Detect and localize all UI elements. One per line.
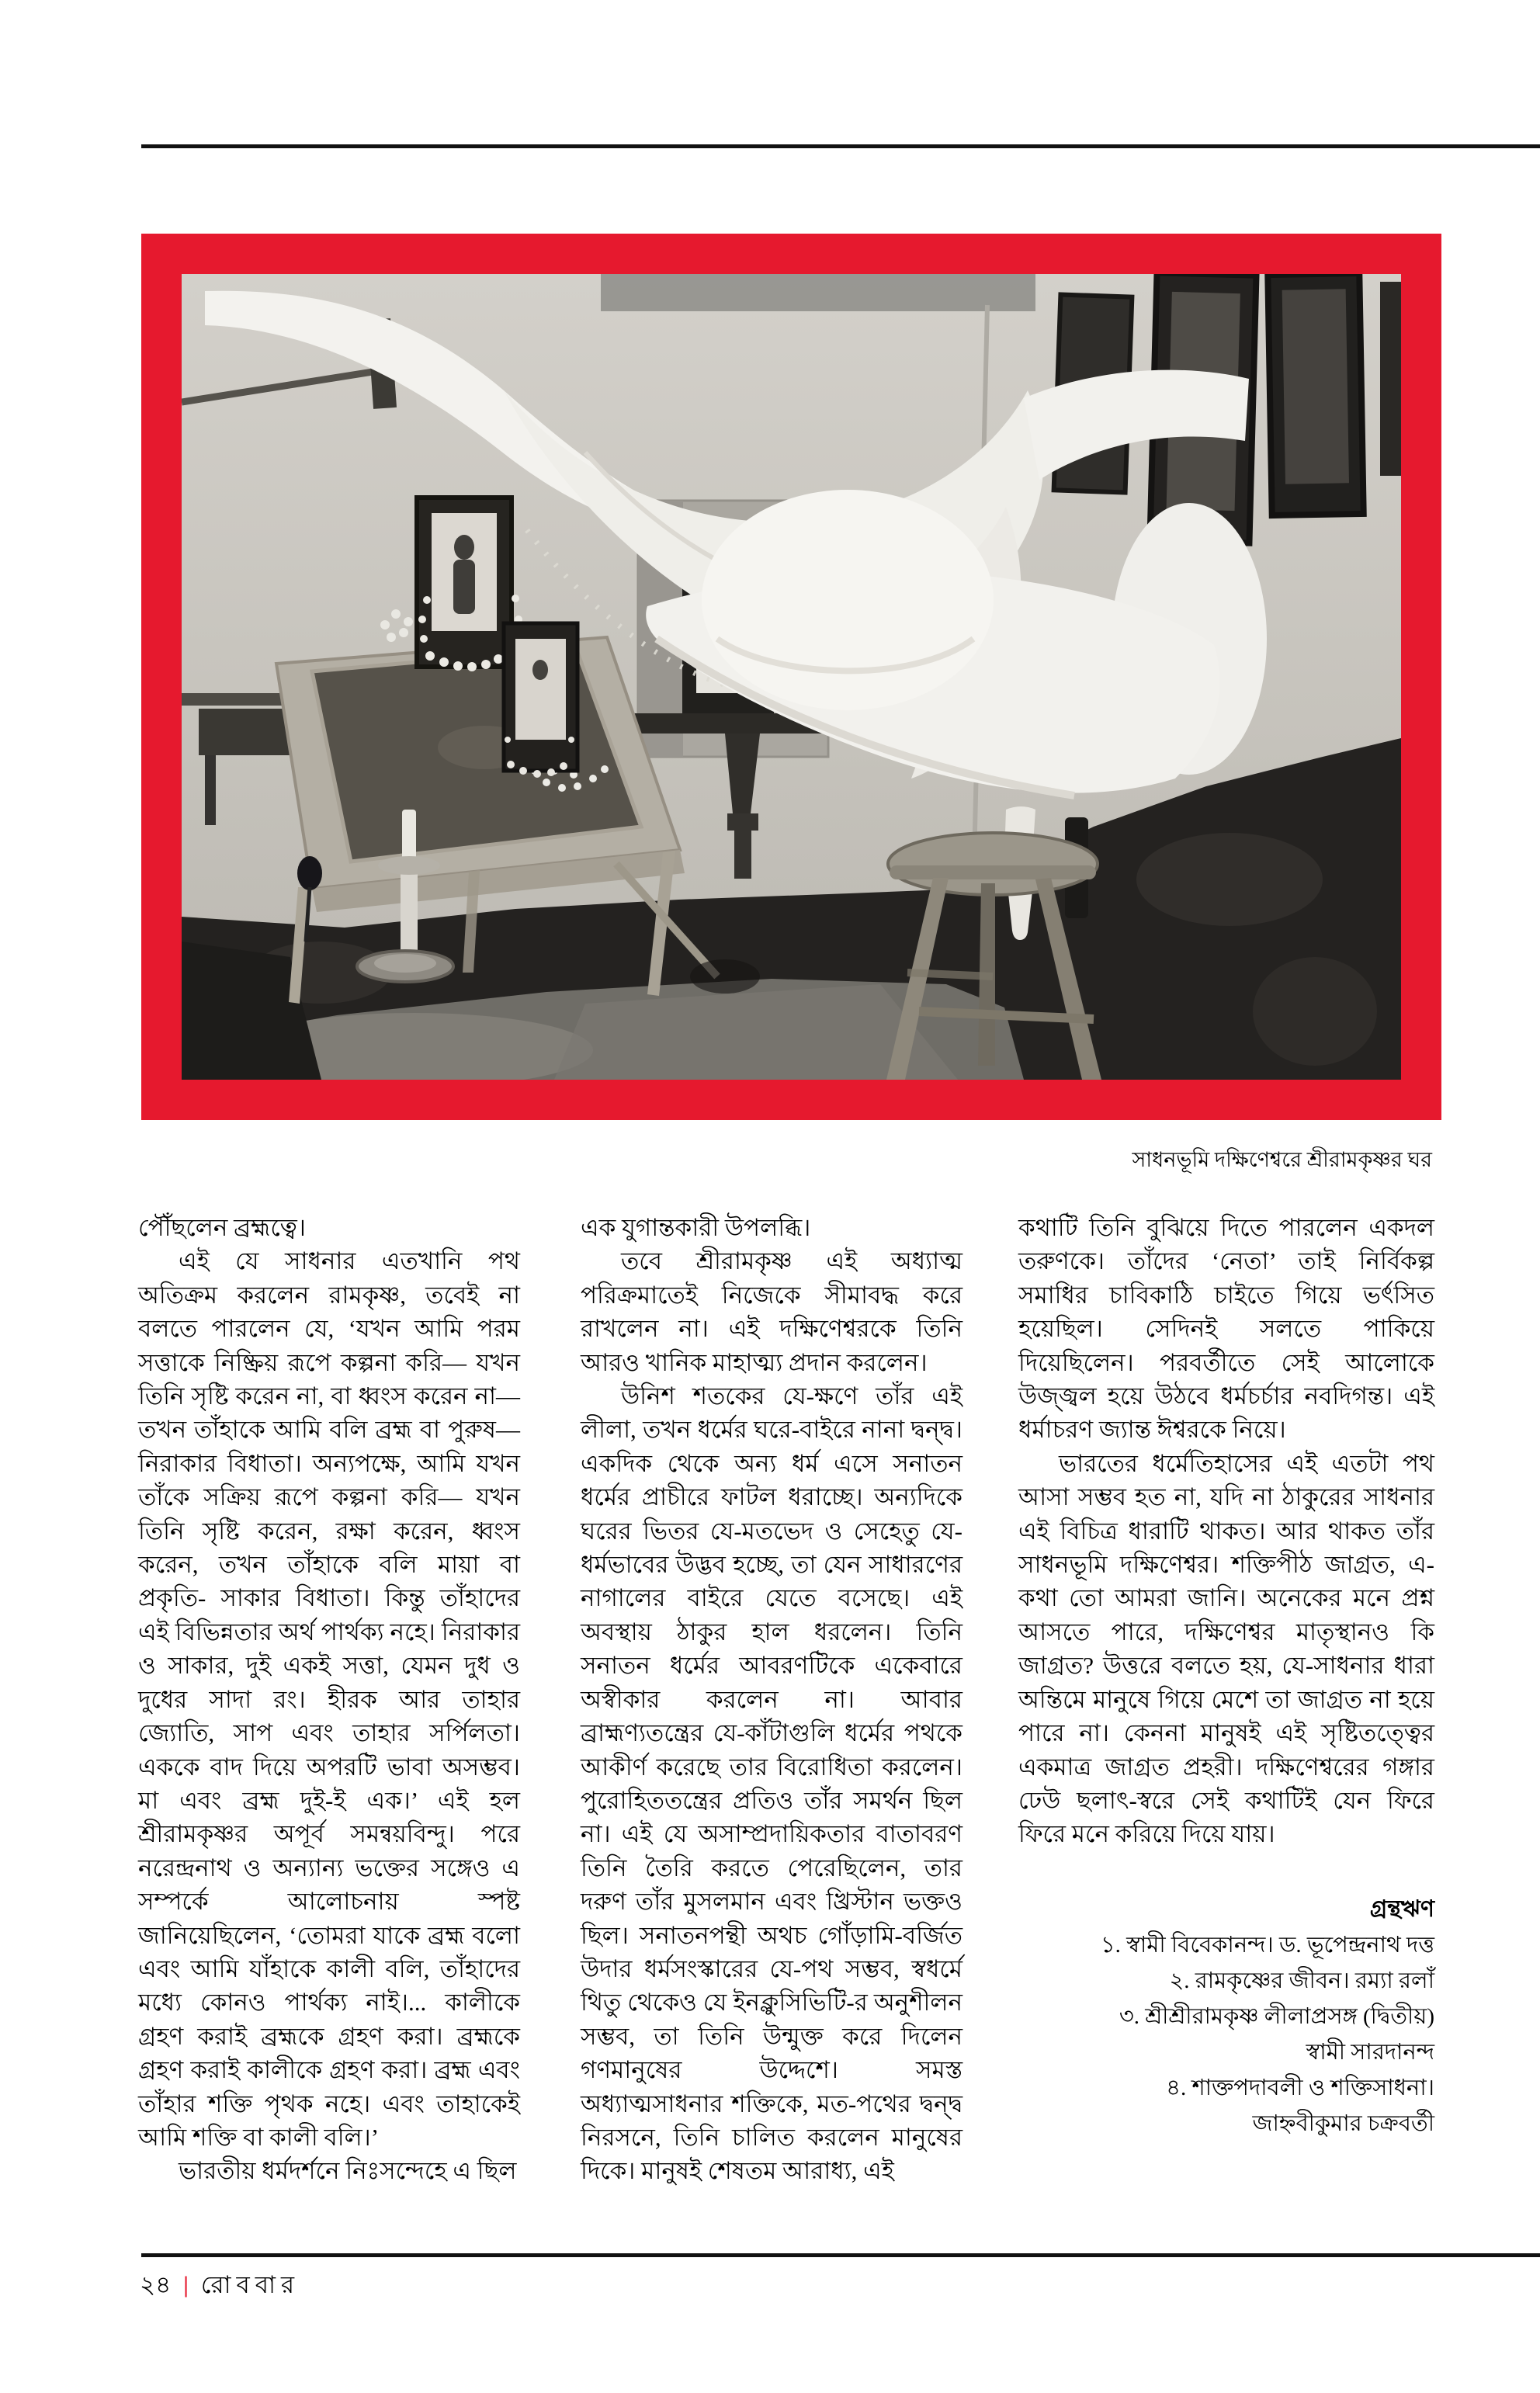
bibliography-heading: গ্রন্থঋণ bbox=[1369, 1895, 1434, 1922]
wall-frame-2-art bbox=[1282, 289, 1349, 484]
paragraph: এক যুগান্তকারী উপলব্ধি। bbox=[581, 1214, 811, 1241]
bed-bolster bbox=[702, 490, 994, 710]
bibliography-entry: ২. রামকৃষ্ণের জীবন। রম্যা রলাঁ bbox=[1169, 1968, 1434, 1993]
floor-shadow-item bbox=[690, 959, 760, 994]
photo-caption: সাধনভূমি দক্ষিণেশ্বরে শ্রীরামকৃষ্ণর ঘর bbox=[1132, 1148, 1432, 1171]
stool-rung-2 bbox=[907, 973, 993, 976]
paragraph: উনিশ শতকের যে-ক্ষণে তাঁর এই লীলা, তখন ধর্মের ঘরে-বাইরে নানা দ্বন্দ্ব। একদিক থেকে অন্য ধর্ম এসে সনাতন ধর্মের প্রাচীরে ফাটল ধরাচ্ছে। অন্যদিকে ঘরের ভিতর যে-মতভেদ ও সেহেতু যে-ধর্মভাবের উদ্ভব হচ্ছে, তা যেন সাধারণের নাগালের বাইরে যেতে বসেছে। এই অবস্থায় ঠাকুর হাল ধরলেন। তিনি সনাতন ধর্মের আবরণটিকে একেবারে অস্বীকার করলেন না। আবার ব্রাহ্মণ্যতন্ত্রের যে-কাঁটাগুলি ধর্মের পথকে আকীর্ণ করেছে তার বিরোধিতা করলেন। পুরোহিততন্ত্রের প্রতিও তাঁর সমর্থন ছিল না। এই যে অসাম্প্রদায়িকতার বাতাবরণ তিনি তৈরি করতে পেরেছিলেন, তার দরুণ তাঁর মুসলমান এবং খ্রিস্টান ভক্তও ছিল। সনাতনপন্থী অথচ গোঁড়ামি-বর্জিত উদার ধর্মসংস্কারের যে-পথ সম্ভব, স্বধর্মে থিতু থেকেও যে ইনক্লুসিভিটি-র অনুশীলন সম্ভব, তা তিনি উন্মুক্ত করে দিলেন গণমানুষের উদ্দেশে। সমস্ত অধ্যাত্মসাধনার শক্তিকে, মত-পথের দ্বন্দ্ব নিরসনে, তিনি চালিত করলেন মানুষের দিকে। মানুষই শেষতম আরাধ্য, এই bbox=[581, 1382, 962, 2185]
stool-seat-edge bbox=[890, 865, 1096, 879]
bibliography-entry: স্বামী সারদানন্দ bbox=[1306, 2039, 1434, 2065]
photo-red-frame bbox=[141, 234, 1441, 1120]
candle-drip-disc bbox=[378, 856, 440, 875]
paragraph: কথাটি তিনি বুঝিয়ে দিতে পারলেন একদল তরুণকে। তাঁদের ‘নেতা’ তাই নির্বিকল্প সমাধির চাবিকাঠি চাইতে গিয়ে ভর্ৎসিত হয়েছিল। সেদিনই সলতে পাকিয়ে দিয়েছিলেন। পরবর্তীতে সেই আলোকে উজ্জ্বল হয়ে উঠবে ধর্মচর্চার নবদিগন্ত। এই ধর্মাচরণ জ্যান্ত ঈশ্বরকে নিয়ে। bbox=[1018, 1214, 1434, 1444]
wall-frame-3-partial bbox=[1380, 282, 1401, 476]
page-number: ২৪ bbox=[140, 2271, 172, 2298]
bibliography-entry: ৩. শ্রীশ্রীরামকৃষ্ণ লীলাপ্রসঙ্গ (দ্বিতীয়) bbox=[1119, 2003, 1434, 2029]
photo-1-figure-body bbox=[453, 560, 475, 614]
text-column-3 bbox=[1018, 1211, 1434, 2142]
magazine-name: রোববার bbox=[200, 2271, 300, 2298]
wainscot-texture-3 bbox=[1253, 957, 1377, 1066]
paragraph: ভারতের ধর্মেতিহাসের এই এতটা পথ আসা সম্ভব হত না, যদি না ঠাকুরের সাধনার এই বিচিত্র ধারাটি থাকত। আর থাকত তাঁর সাধনভূমি দক্ষিণেশ্বর। শক্তিপীঠ জাগ্রত, এ-কথা তো আমরা জানি। অনেকের মনে প্রশ্ন আসতে পারে, দক্ষিণেশ্বর মাতৃস্থানও কি জাগ্রত? উত্তরে বলতে হয়, যে-সাধনার ধারা অন্তিমে মানুষে গিয়ে মেশে তা জাগ্রত না হয়ে পারে না। কেননা মানুষই এই সৃষ্টিতত্ত্বের একমাত্র জাগ্রত প্রহরী। দক্ষিণেশ্বরের গঙ্গার ঢেউ ছলাৎ-স্বরে সেই কথাটিই যেন ফিরে ফিরে মনে করিয়ে দিয়ে যায়। bbox=[1018, 1449, 1434, 1848]
footer-separator: | bbox=[183, 2272, 189, 2298]
paragraph: এই যে সাধনার এতখানি পথ অতিক্রম করলেন রামকৃষ্ণ, তবেই না বলতে পারলেন যে, ‘যখন আমি পরম সত্তাকে নিষ্ক্রিয় রূপে কল্পনা করি— যখন তিনি সৃষ্টি করেন না, বা ধ্বংস করেন না— তখন তাঁহাকে আমি বলি ব্রহ্ম বা পুরুষ— নিরাকার বিধাতা। অন্যপক্ষে, আমি যখন তাঁকে সক্রিয় রূপে কল্পনা করি— যখন তিনি সৃষ্টি করেন, রক্ষা করেন, ধ্বংস করেন, তখন তাঁহাকে বলি মায়া বা প্রকৃতি- সাকার বিধাতা। কিন্তু তাঁহাদের এই বিভিন্নতার অর্থ পার্থক্য নহে। নিরাকার ও সাকার, দুই একই সত্তা, যেমন দুধ ও দুধের সাদা রং। হীরক আর তাহার জ্যোতি, সাপ এবং তাহার সর্পিলতা। এককে বাদ দিয়ে অপরটি ভাবা অসম্ভব। মা এবং ব্রহ্ম দুই-ই এক।’ এই হল শ্রীরামকৃষ্ণর অপূর্ব সমন্বয়বিন্দু। পরে নরেন্দ্রনাথ ও অন্যান্য ভক্তের সঙ্গেও এ সম্পর্কে আলোচনায় স্পষ্ট জানিয়েছিলেন, ‘তোমরা যাকে ব্রহ্ম বলো এবং আমি যাঁহাকে কালী বলি, তাঁহাদের মধ্যে কোনও পার্থক্য নাই।... কালীকে গ্রহণ করাই ব্রহ্মকে গ্রহণ করা। ব্রহ্মকে গ্রহণ করাই কালীকে গ্রহণ করা। ব্রহ্ম এবং তাঁহার শক্তি পৃথক নহে। এবং তাহাকেই আমি শক্তি বা কালী বলি।’ bbox=[138, 1247, 520, 2151]
dark-object bbox=[297, 856, 322, 890]
page-footer bbox=[140, 2270, 300, 2301]
bibliography bbox=[1018, 1892, 1434, 2142]
garlanded-photo-2 bbox=[515, 639, 566, 740]
room-photo-illustration bbox=[182, 274, 1401, 1080]
candle-base-inner bbox=[374, 954, 436, 973]
bibliography-entry: ১. স্বামী বিবেকানন্দ। ড. ভূপেন্দ্রনাথ দত্ত bbox=[1100, 1932, 1434, 1958]
top-rule bbox=[141, 144, 1540, 148]
bottom-rule bbox=[141, 2253, 1540, 2257]
wainscot-texture-1 bbox=[1136, 833, 1323, 926]
text-column-1 bbox=[138, 1211, 520, 2188]
ceiling-shadow bbox=[601, 274, 1035, 311]
paragraph: পৌঁছলেন ব্রহ্মত্বে। bbox=[138, 1214, 306, 1241]
bibliography-entry: ৪. শাক্তপদাবলী ও শক্তিসাধনা। bbox=[1166, 2075, 1434, 2100]
paragraph: ভারতীয় ধর্মদর্শনে নিঃসন্দেহে এ ছিল bbox=[179, 2157, 517, 2185]
photo-1-figure-head bbox=[454, 535, 474, 560]
bench-leg-1 bbox=[205, 755, 216, 825]
text-column-2 bbox=[581, 1211, 962, 2188]
room-photo bbox=[182, 274, 1401, 1080]
photo-2-figure bbox=[532, 660, 548, 680]
paragraph: তবে শ্রীরামকৃষ্ণ এই অধ্যাত্ম পরিক্রমাতেই নিজেকে সীমাবদ্ধ করে রাখলেন না। এই দক্ষিণেশ্বরকে তিনি আরও খানিক মাহাত্ম্য প্রদান করলেন। bbox=[581, 1247, 962, 1376]
bibliography-entry: জাহ্নবীকুমার চক্রবর্তী bbox=[1252, 2110, 1434, 2136]
